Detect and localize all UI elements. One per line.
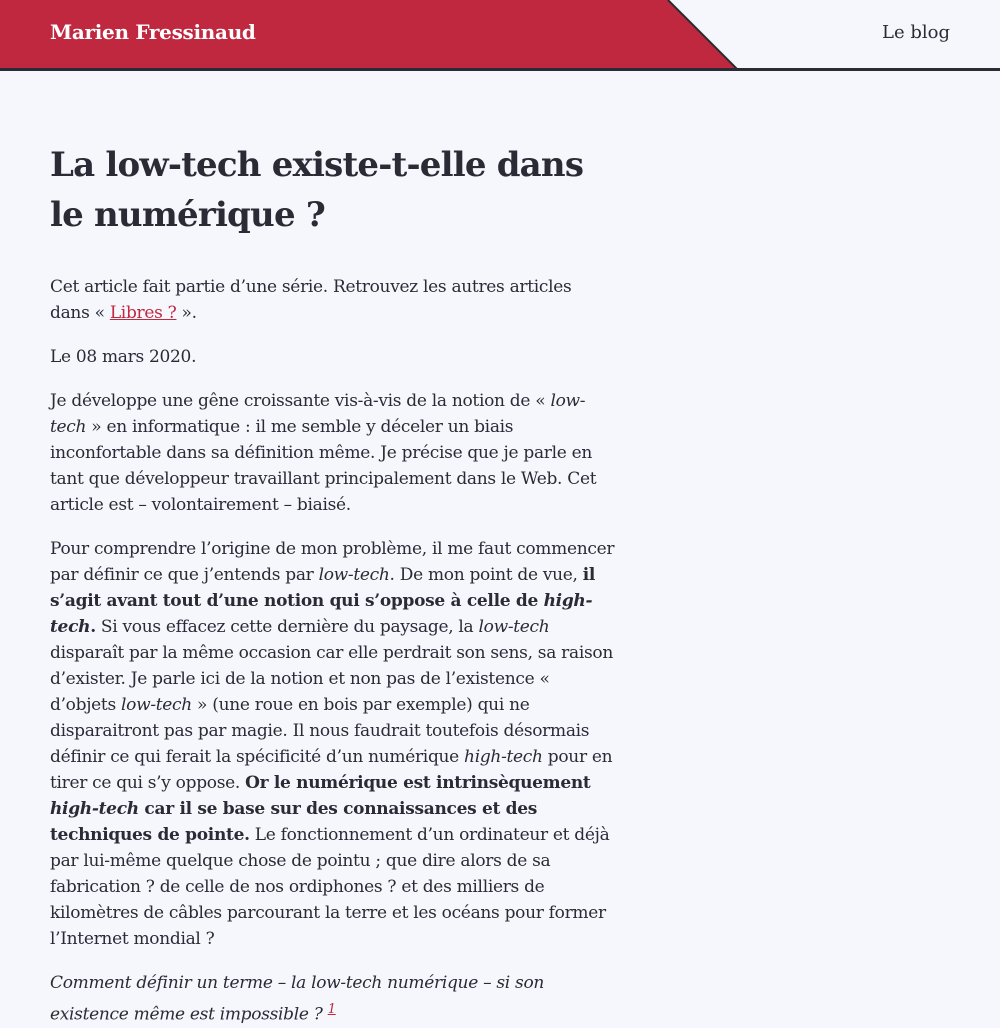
footnote-link[interactable]: 1 [327,1002,336,1017]
text-span: disparaît par la même occasion car elle perdrait son sens, sa raison d’exister. Je parle ici de la notion et non pas de l’existence « d’objets [50,643,613,715]
emphasis-span: low-tech [121,695,192,715]
strong-emphasis: high-tech [50,591,593,637]
emphasis-span: low-tech [318,565,390,585]
body-paragraph [50,536,615,952]
strong-emphasis: high-tech [50,799,139,819]
text-span: Pour comprendre l’origine de mon problème, il me faut commencer par définir ce que j’entends par [50,539,615,585]
text-span: Le fonctionnement d’un ordinateur et déjà par lui-même quelque chose de pointu ; que dire alors de sa fabrication ? de celle de nos ordiphones ? et des milliers de kilomètres de câbles parcourant la terre et les océans pour former l’Internet mondial ? [50,825,610,949]
series-note [50,274,615,326]
emphasis-span: low-tech [478,617,550,637]
series-note-after: ». [176,303,197,323]
article-date: Le 08 mars 2020. [50,347,197,367]
series-note-before: Cet article fait partie d’une série. Retrouvez les autres articles dans « [50,277,572,323]
text-span: » en informatique : il me semble y déceler un biais inconfortable dans sa définition même. Je précise que je parle en tant que développeur travaillant principalement dans le Web. Cet article est – volontairement – biaisé. [50,417,597,515]
footnote-ref [328,1001,336,1017]
emphasis-span: high-tech [464,747,543,767]
text-span: » (une roue en bois par exemple) qui ne disparaitront pas par magie. Il nous faudrait toutefois désormais définir ce qui ferait la spécificité d’un numérique [50,695,590,767]
quote-text: Comment définir un terme – la low-tech numérique – si son existence même est impossible ? [50,973,545,1025]
text-span: Je développe une gêne croissante vis-à-vis de la notion de « [50,391,551,411]
strong-text: il s’agit avant tout d’une notion qui s’oppose à celle de [50,565,596,611]
text-span: . De mon point de vue, [389,565,583,585]
series-link-libres[interactable]: Libres ? [109,303,177,323]
article [50,140,615,1028]
intro-paragraph [50,388,615,518]
strong-text: . [90,617,96,637]
emphasis-span: low-tech [50,391,586,437]
strong-text: Or le numérique est intrinsèquement [245,773,591,793]
site-header [0,0,1000,70]
strong-text: car il se base sur des connaissances et des techniques de pointe. [50,799,538,845]
quote-paragraph [50,970,615,1028]
text-span: pour en tirer ce qui s’y oppose. [50,747,613,793]
text-span: Si vous effacez cette dernière du paysage, la [95,617,479,637]
site-title-link[interactable]: Marien Fressinaud [50,20,256,44]
article-title: La low-tech existe-t-elle dans le numérique ? [50,145,584,235]
nav-blog-link[interactable]: Le blog [882,22,950,43]
